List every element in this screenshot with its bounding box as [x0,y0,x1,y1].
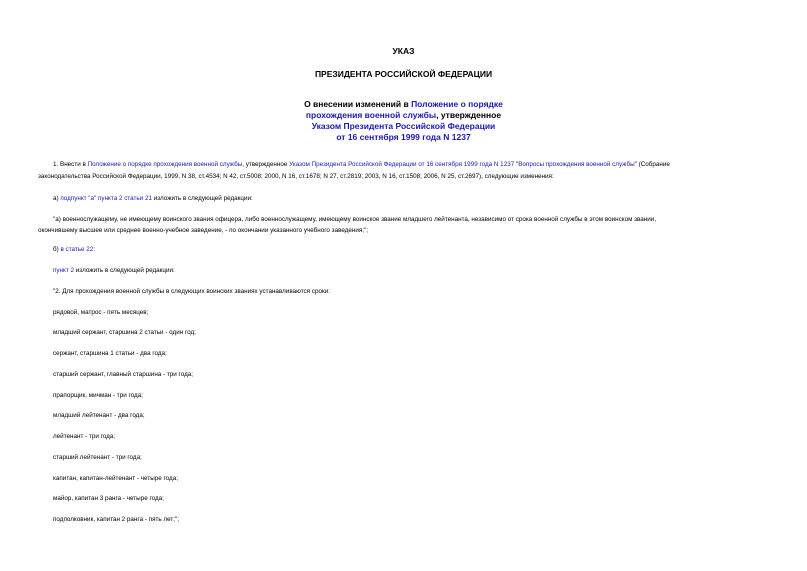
list-item: младший лейтенант - два года; [53,412,145,419]
paragraph-1-line-1 [38,160,784,169]
link-article-22[interactable]: в статье 22 [60,246,94,253]
link-decree-title[interactable]: Вопросы прохождения военной службы [518,161,635,168]
paragraph-text: а) [53,195,61,202]
paragraph-text: б) [53,246,61,253]
list-item: лейтенант - три года; [53,433,116,440]
subparagraph-b-point-2 [53,266,769,275]
list-item: рядовой, матрос - пять месяцев; [53,309,149,316]
title-text: , утвержденное [436,110,502,120]
link-point-2[interactable]: пункт 2 [53,267,74,274]
link-regulation[interactable]: Положение о порядке прохождения военной службы [87,161,243,168]
list-item: сержант, старшина 1 статьи - два года; [53,350,167,357]
title-link-decree-date[interactable]: от 16 сентября 1999 года N 1237 [336,132,471,142]
issuer-heading: ПРЕЗИДЕНТА РОССИЙСКОЙ ФЕДЕРАЦИИ [314,69,493,79]
paragraph-text: " [514,161,519,168]
paragraph-text: 1. Внести в [53,161,88,168]
title-line-2 [0,110,807,121]
title-link-regulation-cont[interactable]: прохождения военной службы [305,110,437,120]
paragraph-1-line-2: законодательства Российской Федерации, 1999, N 38, ст.4534; N 42, ст.5008; 2000, N 16, ст.1678; N 27, ст.2819; 2003, N 16, ст.1508; 2006, N 25, ст.2697), следующие изменения: [38,173,554,180]
link-subparagraph-a-art21[interactable]: подпункт "а" пункта 2 статьи 21 [60,195,152,202]
list-item: старший сержант, главный старшина - три года; [53,371,193,378]
title-line-3 [0,121,807,132]
title-link-decree[interactable]: Указом Президента Российской Федерации [311,121,496,131]
list-item: подполковник, капитан 2 ранга - пять лет;"; [53,516,179,523]
list-item: младший сержант, старшина 2 статьи - один год; [53,329,196,336]
list-item: "2. Для прохождения военной службы в следующих воинских званиях устанавливаются сроки: [53,288,330,295]
paragraph-text: изложить в следующей редакции: [74,267,175,274]
paragraph-text: " (Собрание [634,161,670,168]
quote-a-line-1: "а) военнослужащему, не имеющему воинского звания офицера, либо военнослужащему, имеющему воинское звание младшего лейтенанта, независимо от срока военной службы в этом воинском звании, [53,216,657,223]
list-item: капитан, капитан-лейтенант - четыре года; [53,475,178,482]
subparagraph-a [53,194,769,203]
document-title [0,99,807,143]
list-item: майор, капитан 3 ранга - четыре года; [53,495,164,502]
subparagraph-b [53,245,769,254]
document-type-heading: УКАЗ [392,46,415,56]
paragraph-text: : [93,246,96,253]
list-item: прапорщик, мичман - три года; [53,392,143,399]
paragraph-text: изложить в следующей редакции: [151,195,253,202]
title-line-1 [0,99,807,110]
title-line-4 [0,132,807,143]
list-item: старший лейтенант - три года; [53,454,142,461]
link-decree[interactable]: Указом Президента Российской Федерации от 16 сентября 1999 года N 1237 [289,161,515,168]
title-text: О внесении изменений в [304,99,412,109]
quote-a-line-2: окончившему высшее или среднее военно-учебное заведение, - по окончании указанного учебного заведения;"; [38,227,369,234]
title-link-regulation[interactable]: Положение о порядке [411,99,503,109]
paragraph-text: , утвержденное [242,161,290,168]
